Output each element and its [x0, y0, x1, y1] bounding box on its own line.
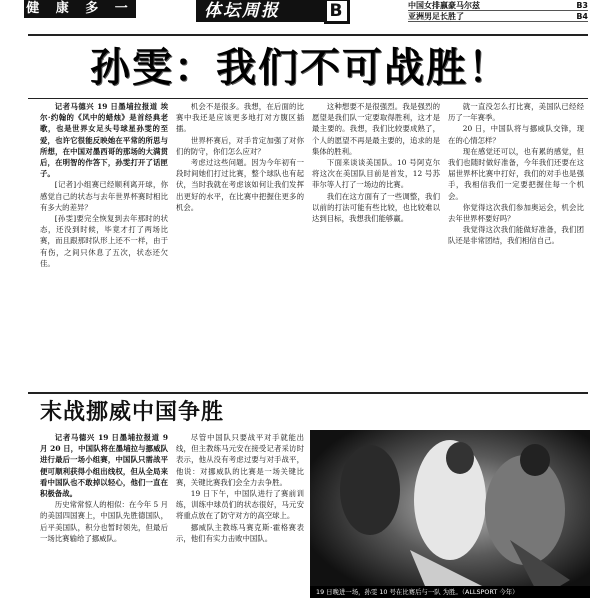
story1-column-1	[40, 101, 168, 387]
toc-entry[interactable]	[408, 11, 588, 22]
story2-paragraph: 记者马德兴 19 日墨埔拉报道 9 月 20 日，中国队将在墨埔拉与挪威队进行最后一场小组赛，中国队只需战平便可顺利获得小组出线权，但从全局来看中国队也不敢掉以轻心，他们一直在积极备战。	[40, 433, 168, 499]
toc-entry-title: 亚洲男足长胜了	[408, 12, 464, 21]
section-letter-badge: B	[324, 0, 350, 24]
toc-entry-page: B4	[576, 12, 588, 21]
story2-paragraph: 19 日下午，中国队进行了赛前训练，训练中球员们的状态很好，马元安将重点放在了防守对方的高空球上。	[176, 489, 304, 521]
section-logo	[196, 0, 344, 22]
story2-column-1	[40, 432, 168, 598]
story1-paragraph: 这种想要不是很强烈。我是强烈的愿望是我们队一定要取得胜利，这才是最主要的。我想，我们比较要成熟了，个人的愿望不再是最主要的，追求的是集体的胜利。	[312, 102, 440, 156]
story1-paragraph: 20 日，中国队将与挪威队交锋，现在的心情怎样？	[448, 124, 584, 145]
toc-entry-page: B3	[576, 1, 588, 10]
main-headline: 孙雯：我们不可战胜！	[90, 45, 510, 91]
story1-paragraph: [孙雯]要完全恢复到去年那时的状态，还没到时候，毕竟才打了两场比赛，而且跟那时队形上还不一样，由于有伤，之间只休息了五次，状态还欠佳。	[40, 214, 168, 268]
toc-entry[interactable]	[408, 0, 588, 11]
story1-column-3	[312, 101, 440, 387]
section-logo-text: 体坛周报	[204, 1, 280, 21]
photo-caption: 19 日晚进一场，孙雯 10 号在比赛后与一队 为胜。（ALLSPORT 今年）	[310, 586, 590, 598]
table-of-contents	[408, 0, 588, 22]
toc-entry-title: 中国女排嬴豪马尔兹	[408, 1, 480, 10]
story1-paragraph: 下面来谈谈美国队。10 号阿克尔将这次在美国队目前是首发，12 号苏菲尔等人打了一场边的比赛。	[312, 158, 440, 190]
story1-paragraph: 考虑过这些问题。因为今年初有一段时间她们打过比赛，整个球队也有起伏，当时我就在考虑该如何让我们发挥出更好的水平，在比赛中把握住更多的机会。	[176, 158, 304, 212]
story1-paragraph: 我觉得这次我们能做好准备，我们团队还是非常团结，我们相信自己。	[448, 225, 584, 246]
match-photo	[310, 430, 590, 598]
story2-paragraph: 挪威队主教练马赛克斯·霍格赛表示，他们有实力击败中国队。	[176, 522, 304, 543]
story1-paragraph: [记者]小组赛已经顺利离开球，你感觉自己的状态与去年世界杯赛时相比有多大的差异？	[40, 180, 168, 212]
story1-paragraph: 我们在这方面有了一些调整，我们以前的打法可能有些比较，也比较难以达到目标，我想我们能够赢。	[312, 191, 440, 224]
story1-paragraph: 现在感觉还可以，也有累的感觉，但我们也随时做好准备，今年我们还要在这届世界杯比赛中打好，我们的对手也是强手，我相信我们一定要把握住每一个机会。	[448, 146, 584, 201]
story1-paragraph: 记者马德兴 19 日墨埔拉报道 埃尔·约翰的《风中的蜡烛》是首经典老歌，也是世界女足头号球星孙雯的至爱，也许它很能反映她在平常的所思与所想，在中国对墨西哥的那场的大满贯后，在明智的作答下，孙雯打开了话匣子。	[40, 102, 168, 179]
story1-column-4	[448, 101, 584, 387]
story1-paragraph: 你觉得这次我们参加奥运会，机会比去年世界杯要好吗？	[448, 202, 584, 224]
masthead	[0, 0, 594, 34]
column-name-banner: 健 康 多 一 点	[24, 0, 136, 18]
top-rule	[28, 34, 588, 36]
headline-rule	[28, 98, 588, 99]
photo-illustration	[310, 430, 590, 598]
story2-paragraph: 尽管中国队只要战平对手就能出线，但主教练马元安在接受记者采访时表示，他从没有考虑过要与对手战平，他说：对挪威队的比赛是一场关键比赛，关键比赛我们会全力去争胜。	[176, 433, 304, 487]
section-rule	[28, 392, 588, 394]
story2-paragraph: 历史常常惊人的相似：在今年 5 月的美国四国赛上，中国队先胜德国队，后平美国队，积分也暂时领先，但最后一场比赛输给了挪威队。	[40, 500, 168, 543]
secondary-headline: 末战挪威中国争胜	[40, 400, 225, 425]
story1-paragraph: 就一直没怎么打比赛，美国队已经经历了一年赛季。	[448, 102, 584, 123]
story2-column-2	[176, 432, 304, 598]
story1-column-2	[176, 101, 304, 387]
story1-paragraph: 世界杯赛后，对手肯定加强了对你们的防守，你们怎么应对？	[176, 135, 304, 156]
story1-paragraph: 机会不是很多。我想，在后面的比赛中我还是应该更多地打对方腹区插擂。	[176, 102, 304, 134]
